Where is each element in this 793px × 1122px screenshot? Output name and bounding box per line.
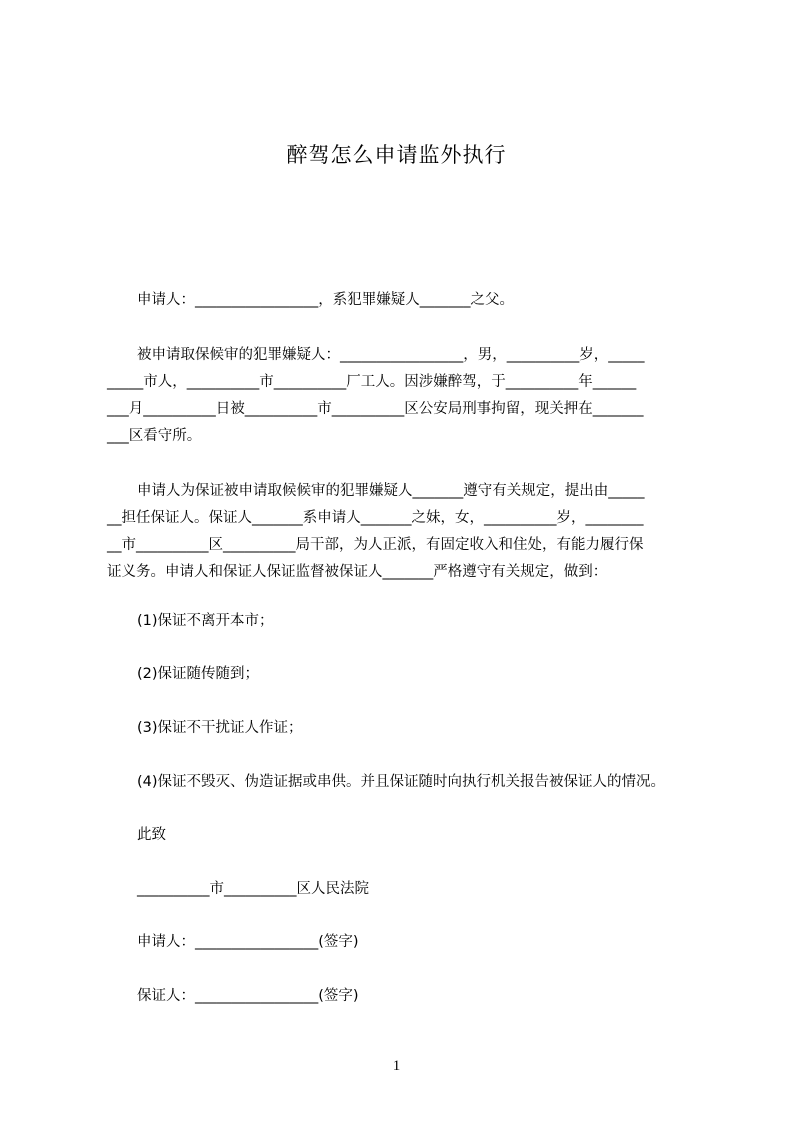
court-addressee: __________市__________区人民法院: [137, 881, 369, 897]
guarantor-line-3: __市__________区__________局干部，为人正派，有固定收入和住处，有能力履行保: [107, 537, 644, 553]
page-number: 1: [392, 1058, 401, 1074]
applicant-intro: 申请人：_________________，系犯罪嫌疑人_______之父。: [137, 292, 514, 308]
list-item: (3)保证不干扰证人作证；: [137, 720, 303, 736]
list-item: (2)保证随传随到；: [137, 666, 260, 682]
guarantor-signature: 保证人：_________________(签字): [137, 988, 359, 1004]
respondent-line-2: _____市人，__________市__________厂工人。因涉嫌醉驾，于__________年______: [107, 374, 637, 390]
applicant-signature: 申请人：_________________(签字): [137, 934, 359, 950]
respondent-line-4: ___区看守所。: [107, 428, 202, 444]
respondent-line-1: 被申请取保候审的犯罪嫌疑人：_________________，男，__________岁，_____: [137, 347, 645, 363]
list-item: (4)保证不毁灭、伪造证据或串供。并且保证随时向执行机关报告被保证人的情况。: [137, 774, 666, 790]
document-title: 醉驾怎么申请监外执行: [286, 143, 507, 167]
closing-salutation: 此致: [137, 827, 166, 843]
respondent-line-3: ___月__________日被__________市__________区公安局刑事拘留，现关押在_______: [107, 401, 644, 417]
guarantor-line-1: 申请人为保证被申请取候候审的犯罪嫌疑人_______遵守有关规定，提出由_____: [137, 483, 645, 499]
guarantor-line-4: 证义务。申请人和保证人保证监督被保证人_______严格遵守有关规定，做到：: [107, 564, 608, 580]
guarantor-line-2: __担任保证人。保证人_______系申请人_______之妹，女，__________岁，________: [107, 510, 644, 526]
list-item: (1)保证不离开本市；: [137, 613, 274, 629]
